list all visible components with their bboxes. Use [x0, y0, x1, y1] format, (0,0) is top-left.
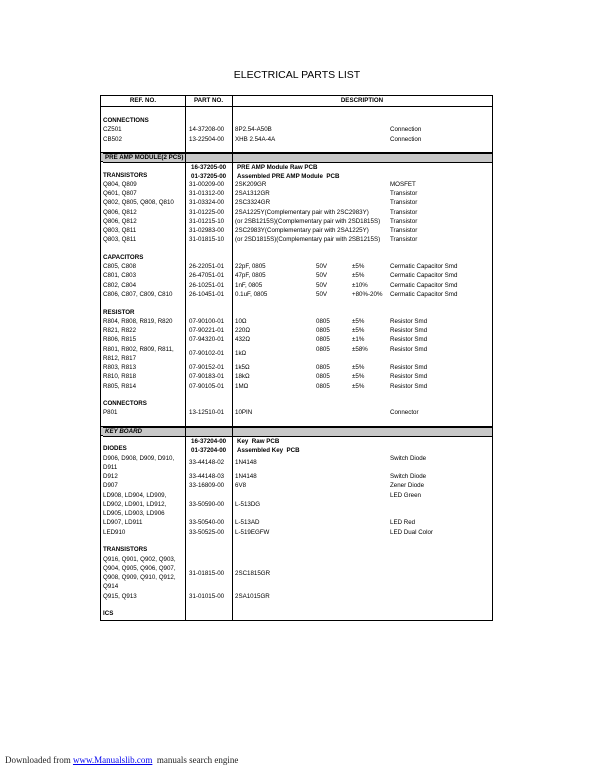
table-row — [101, 592, 492, 601]
description-cell: 2SA1312GR — [235, 190, 270, 198]
part-number-cell: 07-90152-01 — [189, 364, 225, 372]
table-body — [101, 107, 492, 620]
band-key-board — [103, 427, 492, 437]
category-cell: Zener Diode — [390, 482, 425, 490]
part-number-cell: 26-47051-01 — [189, 272, 225, 280]
part-number-cell: 07-90102-01 — [189, 350, 225, 358]
ref-cell: Q803, Q811 — [103, 236, 137, 244]
table-row — [101, 125, 492, 134]
tolerance-cell: ±5% — [352, 272, 365, 280]
ref-cell: C801, C803 — [103, 272, 137, 280]
part-number-cell: 07-94320-01 — [189, 336, 225, 344]
parts-table — [100, 95, 493, 621]
group-connections — [101, 116, 492, 144]
section-label: CONNECTORS — [103, 400, 147, 408]
ref-cell: LED910 — [103, 528, 126, 536]
description-cell: 2SC1815GR — [235, 569, 271, 577]
tolerance-cell: ±5% — [352, 263, 365, 271]
category-cell: Transistor — [390, 236, 418, 244]
section-label: DIODES — [103, 445, 127, 453]
rating-cell: 0805 — [316, 345, 330, 353]
section-label: RESISTOR — [103, 308, 135, 316]
rating-cell: 0805 — [316, 317, 330, 325]
rating-cell: 50V — [316, 263, 328, 271]
table-header — [101, 96, 492, 107]
table-row — [101, 335, 492, 344]
rating-cell: 0805 — [316, 336, 330, 344]
group-transistors — [101, 171, 492, 245]
category-cell: Resistor Smd — [390, 327, 428, 335]
description-cell: 2SA1225Y(Complementary pair with 2SC2983Y) — [235, 208, 369, 216]
description-cell: L-513DG — [235, 500, 261, 508]
section-heading — [101, 171, 492, 180]
part-number-cell: 07-90100-01 — [189, 317, 225, 325]
part-number-cell: 07-90105-01 — [189, 382, 225, 390]
table-row — [101, 281, 492, 290]
ref-cell: Q802, Q805, Q808, Q810 — [103, 199, 174, 207]
table-row — [101, 317, 492, 326]
ref-cell: C806, C807, C809, C810 — [103, 290, 173, 298]
description-cell: Key Raw PCB — [237, 438, 280, 446]
part-number-cell: 26-10251-01 — [189, 281, 225, 289]
description-cell: 8P2.54-A50B — [235, 126, 272, 134]
ref-cell: R810, R818 — [103, 373, 137, 381]
part-number-cell: 07-90183-01 — [189, 373, 225, 381]
ref-cell: LD908, LD904, LD909, LD902, LD901, LD912, LD905, LD903, LD906 — [103, 491, 167, 518]
description-cell: 220Ω — [235, 327, 250, 335]
table-row — [101, 372, 492, 381]
description-cell: 22pF, 0805 — [235, 263, 266, 271]
table-row — [101, 290, 492, 299]
description-cell: 10PIN — [235, 409, 253, 417]
part-number-cell: 31-01815-00 — [189, 569, 225, 577]
ref-cell: Q803, Q811 — [103, 227, 137, 235]
band-pre-amp-module-2-pcs — [103, 153, 492, 163]
description-cell: 1kΩ — [235, 350, 247, 358]
section-label: TRANSISTORS — [103, 171, 148, 179]
description-cell: 47pF, 0805 — [235, 272, 266, 280]
table-row — [101, 217, 492, 226]
table-row — [101, 472, 492, 481]
table-row — [101, 262, 492, 271]
rating-cell: 0805 — [316, 364, 330, 372]
table-row — [101, 208, 492, 217]
header-description: DESCRIPTION — [340, 97, 384, 104]
group-transistors — [101, 545, 492, 601]
description-cell: Assembled PRE AMP Module PCB — [237, 173, 340, 181]
description-cell: 0.1uF, 0805 — [235, 290, 268, 298]
description-cell: 18kΩ — [235, 373, 250, 381]
part-number-cell: 31-02983-00 — [189, 227, 225, 235]
table-row — [101, 528, 492, 537]
category-cell: LED Green — [390, 491, 421, 499]
page-title: ELECTRICAL PARTS LIST — [233, 69, 361, 81]
section-heading — [101, 116, 492, 125]
part-number-cell: 01-37205-00 — [191, 173, 227, 181]
section-heading — [101, 609, 492, 618]
part-number-cell: 26-10451-01 — [189, 290, 225, 298]
rating-cell: 50V — [316, 290, 328, 298]
group-capacitors — [101, 253, 492, 299]
table-row — [101, 180, 492, 189]
tolerance-cell: ±5% — [352, 327, 365, 335]
section-heading — [101, 545, 492, 554]
table-row — [101, 235, 492, 244]
rating-cell: 50V — [316, 272, 328, 280]
category-cell: LED Red — [390, 519, 416, 527]
rating-cell: 0805 — [316, 382, 330, 390]
part-number-cell: 31-01312-00 — [189, 190, 225, 198]
tolerance-cell: ±1% — [352, 336, 365, 344]
section-label: CONNECTIONS — [103, 117, 149, 124]
column-divider — [185, 96, 186, 620]
category-cell: Cermatic Capacitor Smd — [390, 272, 458, 280]
manualslib-link[interactable]: www.Manualslib.com — [72, 755, 153, 765]
table-row — [101, 363, 492, 372]
ref-cell: D906, D908, D909, D910, D911 — [103, 454, 175, 471]
tolerance-cell: ±10% — [352, 281, 368, 289]
section-heading — [101, 399, 492, 408]
section-heading — [101, 444, 492, 453]
ref-cell: Q915, Q913 — [103, 592, 137, 600]
ref-cell: R821, R822 — [103, 327, 137, 335]
part-number-cell: 13-12510-01 — [189, 409, 225, 417]
part-number-cell: 31-01815-10 — [189, 236, 225, 244]
group-connectors — [101, 399, 492, 418]
ref-cell: Q804, Q809 — [103, 180, 137, 188]
description-cell: 2SC3324GR — [235, 199, 271, 207]
category-cell: LED Dual Color — [390, 528, 433, 536]
download-footer — [5, 755, 238, 766]
ref-cell: C805, C808 — [103, 263, 137, 271]
section-label: CAPACITORS — [103, 253, 144, 261]
part-number-cell: 33-50590-00 — [189, 500, 225, 508]
category-cell: Cermatic Capacitor Smd — [390, 290, 458, 298]
table-row — [101, 491, 492, 519]
category-cell: Resistor Smd — [390, 373, 428, 381]
rating-cell: 0805 — [316, 373, 330, 381]
category-cell: Resistor Smd — [390, 364, 428, 372]
ref-cell: CZ501 — [103, 126, 122, 134]
tolerance-cell: ±5% — [352, 317, 365, 325]
description-cell: 6V8 — [235, 482, 247, 490]
ref-cell: Q916, Q901, Q902, Q903, Q904, Q905, Q906, Q907, Q908, Q909, Q910, Q912, Q914 — [103, 555, 176, 591]
part-number-cell: 31-01015-00 — [189, 592, 225, 600]
part-number-cell: 07-90221-01 — [189, 327, 225, 335]
description-cell: 1MΩ — [235, 382, 249, 390]
category-cell: Transistor — [390, 217, 418, 225]
tolerance-cell: ±5% — [352, 382, 365, 390]
section-label: ICS — [103, 610, 114, 618]
part-number-cell: 33-44148-03 — [189, 473, 225, 481]
part-number-cell: 16-37204-00 — [191, 438, 227, 446]
table-row — [101, 454, 492, 473]
table-row — [101, 555, 492, 592]
description-cell: 2SK209GR — [235, 180, 267, 188]
ref-cell: C802, C804 — [103, 281, 137, 289]
category-cell: Transistor — [390, 227, 418, 235]
table-row — [101, 518, 492, 527]
part-number-cell: 14-37208-00 — [189, 126, 225, 134]
part-number-cell: 26-22051-01 — [189, 263, 225, 271]
table-row — [101, 135, 492, 144]
ref-cell: R806, R815 — [103, 336, 137, 344]
ref-cell: R801, R802, R809, R811, R812, R817 — [103, 345, 174, 362]
table-row — [101, 226, 492, 235]
column-divider — [232, 96, 233, 620]
band-label: KEY BOARD — [105, 428, 143, 436]
description-cell: 2SA1015GR — [235, 592, 270, 600]
description-cell: (or 2SB1215S)(Complementary pair with 2SD1815S) — [235, 217, 381, 225]
part-number-cell: 31-01225-00 — [189, 208, 225, 216]
description-cell: Assembled Key PCB — [237, 447, 300, 455]
category-cell: Transistor — [390, 208, 418, 216]
group-diodes — [101, 444, 492, 537]
tolerance-cell: ±58% — [352, 345, 368, 353]
category-cell: Resistor Smd — [390, 345, 428, 353]
category-cell: Resistor Smd — [390, 336, 428, 344]
section-heading — [101, 253, 492, 262]
part-number-cell: 33-50540-00 — [189, 519, 225, 527]
part-number-cell: 16-37205-00 — [191, 164, 227, 172]
table-row — [101, 271, 492, 280]
description-cell: 1nF, 0805 — [235, 281, 263, 289]
ref-cell: P801 — [103, 409, 118, 417]
ref-cell: R804, R808, R819, R820 — [103, 317, 173, 325]
description-cell: L-519EGFW — [235, 528, 270, 536]
category-cell: Switch Diode — [390, 473, 427, 481]
band-label: PRE AMP MODULE(2 PCS) — [105, 154, 184, 162]
category-cell: Connector — [390, 409, 419, 417]
description-cell: 432Ω — [235, 336, 250, 344]
tolerance-cell: +80%-20% — [352, 290, 383, 298]
table-row — [101, 408, 492, 417]
table-row — [101, 326, 492, 335]
category-cell: Cermatic Capacitor Smd — [390, 281, 458, 289]
footer-prefix: Downloaded from — [5, 755, 73, 765]
description-cell: 1N4148 — [235, 473, 257, 481]
header-ref-no: REF. NO. — [129, 97, 157, 104]
part-number-cell: 31-03324-00 — [189, 199, 225, 207]
ref-cell: D907 — [103, 482, 118, 490]
description-cell: (or 2SD1815S)(Complementary pair with 2SB1215S) — [235, 236, 381, 244]
ref-cell: LD907, LD911 — [103, 519, 143, 527]
ref-cell: D912 — [103, 473, 118, 481]
part-number-cell: 33-16809-00 — [189, 482, 225, 490]
category-cell: Connection — [390, 126, 422, 134]
category-cell: MOSFET — [390, 180, 416, 188]
group-ics — [101, 609, 492, 618]
description-cell: 1k5Ω — [235, 364, 250, 372]
category-cell: Connection — [390, 135, 422, 143]
description-cell: 2SC2983Y(Complementary pair with 2SA1225Y) — [235, 227, 369, 235]
category-cell: Transistor — [390, 190, 418, 198]
ref-cell: R805, R814 — [103, 382, 137, 390]
header-part-no: PART NO. — [193, 97, 224, 104]
category-cell: Cermatic Capacitor Smd — [390, 263, 458, 271]
description-cell: 10Ω — [235, 317, 247, 325]
rating-cell: 0805 — [316, 327, 330, 335]
tolerance-cell: ±5% — [352, 373, 365, 381]
footer-suffix: manuals search engine — [152, 755, 239, 765]
category-cell: Resistor Smd — [390, 317, 428, 325]
part-number-cell: 31-00209-00 — [189, 180, 225, 188]
part-number-cell: 33-44148-02 — [189, 459, 225, 467]
table-row — [101, 189, 492, 198]
table-row — [101, 345, 492, 364]
part-number-cell: 01-37204-00 — [191, 447, 227, 455]
description-cell: PRE AMP Module Raw PCB — [237, 164, 318, 172]
table-row — [101, 382, 492, 391]
category-cell: Resistor Smd — [390, 382, 428, 390]
table-row — [101, 481, 492, 490]
table-row — [101, 198, 492, 207]
part-number-cell: 33-50525-00 — [189, 528, 225, 536]
description-cell: 1N4148 — [235, 459, 257, 467]
description-cell: L-513AD — [235, 519, 260, 527]
category-cell: Switch Diode — [390, 454, 427, 462]
tolerance-cell: ±5% — [352, 364, 365, 372]
section-heading — [101, 308, 492, 317]
group-resistor — [101, 308, 492, 391]
rating-cell: 50V — [316, 281, 328, 289]
ref-cell: Q806, Q812 — [103, 217, 137, 225]
ref-cell: Q601, Q807 — [103, 190, 137, 198]
part-number-cell: 31-01215-10 — [189, 217, 225, 225]
category-cell: Transistor — [390, 199, 418, 207]
ref-cell: CB502 — [103, 135, 122, 143]
section-label: TRANSISTORS — [103, 546, 148, 554]
ref-cell: Q806, Q812 — [103, 208, 137, 216]
part-number-cell: 13-22504-00 — [189, 135, 225, 143]
description-cell: XHB 2.54A-4A — [235, 135, 276, 143]
ref-cell: R803, R813 — [103, 364, 137, 372]
